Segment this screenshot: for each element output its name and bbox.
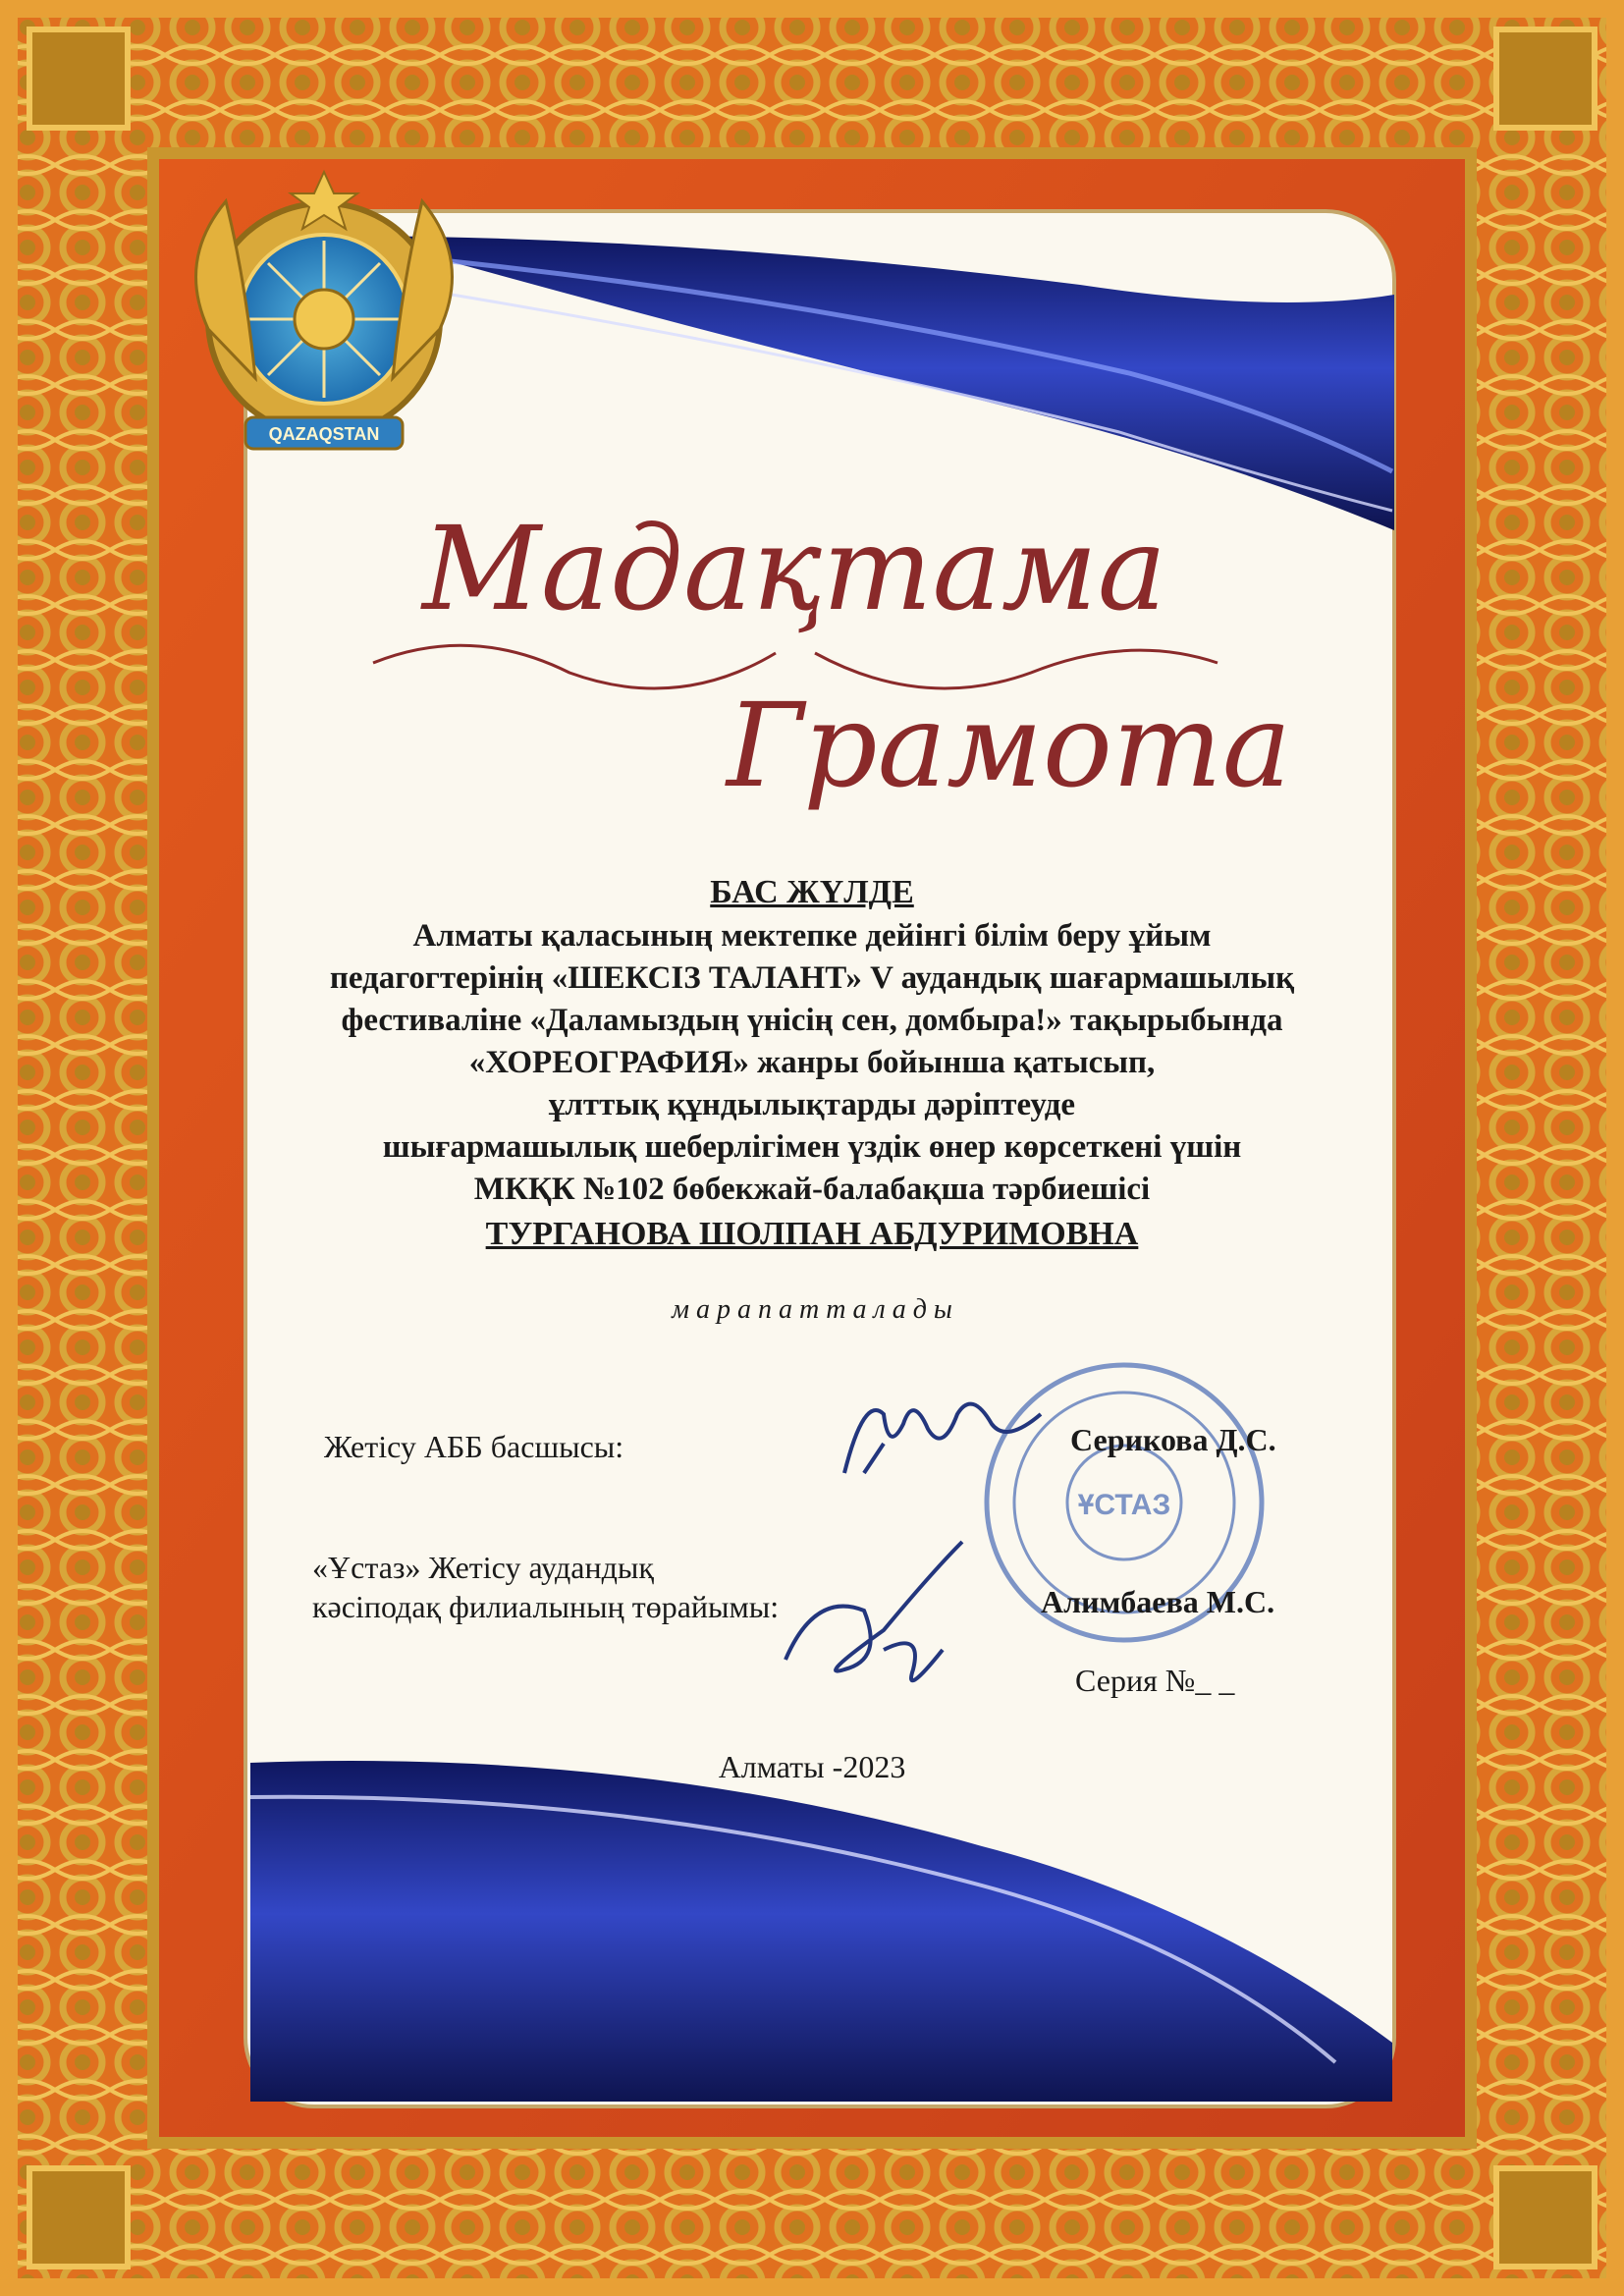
body-line-5: ұлттық құндылықтарды дәріптеуде [548,1087,1076,1122]
body-line-1: Алматы қаласының мектепке дейінгі білім беру ұйым [412,918,1212,954]
body-line-4: «ХОРЕОГРАФИЯ» жанры бойынша қатысып, [468,1045,1156,1080]
body-line-6: шығармашылық шеберлігімен үздік өнер көрсеткені үшін [382,1129,1242,1165]
body-line-3: фестиваліне «Даламыздың үнісің сен, домбыра!» тақырыбында [341,1003,1283,1038]
series-number: Серия №_ _ [1075,1663,1235,1698]
stamp-center-text: ҰСТАЗ [1077,1489,1171,1521]
awarded-text: м а р а п а т т а л а д ы [672,1294,952,1325]
footer-city-year: Алматы -2023 [718,1749,906,1784]
recipient-name: ТУРГАНОВА ШОЛПАН АБДУРИМОВНА [485,1216,1139,1252]
second-signer-position-line-2: кәсіподақ филиалының төрайымы: [312,1589,780,1624]
first-signer-position: Жетісу АББ басшысы: [324,1429,624,1464]
title-flourish [353,624,1237,712]
second-signer-position-line-1: «Ұстаз» Жетісу аудандық [312,1550,654,1585]
award-heading: БАС ЖҮЛДЕ [710,874,914,910]
second-signer-name: Алимбаева М.С. [1041,1584,1275,1619]
body-line-2: педагогтерінің «ШЕКСІЗ ТАЛАНТ» V аудандық шағармашылық [329,960,1295,996]
title-line-2: Грамота [727,678,1292,813]
body-line-7: МКҚК №102 бөбекжай-балабақша тәрбиешісі [473,1172,1151,1207]
first-signer-name: Серикова Д.С. [1070,1422,1276,1457]
title-line-1: Мадақтама [422,501,1167,636]
emblem-label: QAZAQSTAN [268,424,380,444]
